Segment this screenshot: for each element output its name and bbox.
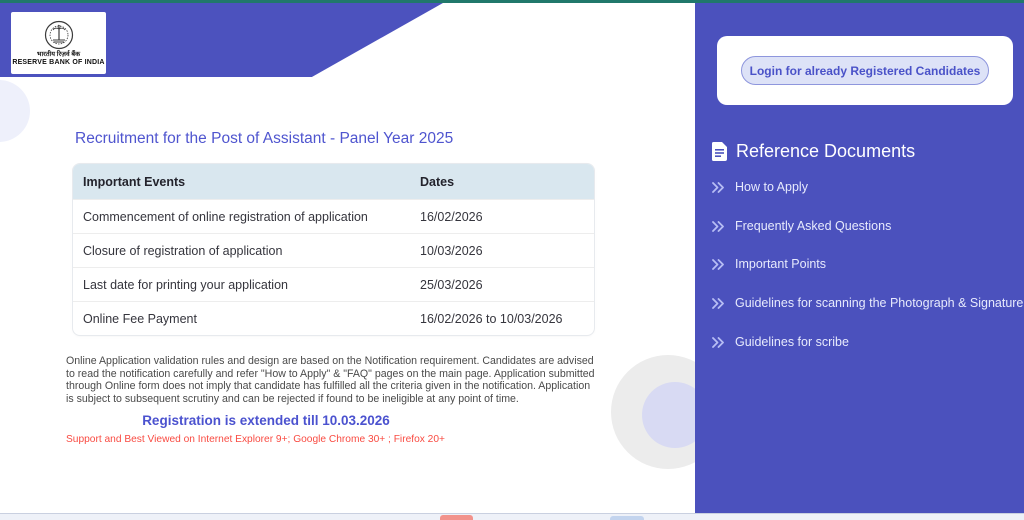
table-row [73, 267, 594, 301]
date-cell: 25/03/2026 [420, 277, 483, 292]
rbi-english-name: RESERVE BANK OF INDIA [12, 58, 105, 66]
table-row [73, 233, 594, 267]
double-chevron-icon [712, 337, 725, 348]
rbi-logo [11, 12, 106, 74]
event-cell: Commencement of online registration of application [83, 209, 368, 224]
event-cell: Last date for printing your application [83, 277, 288, 292]
table-header-row [73, 164, 594, 199]
login-card [717, 36, 1013, 105]
rbi-seal-icon [44, 20, 74, 50]
link-label: Guidelines for scanning the Photograph & Signature [735, 296, 1024, 310]
double-chevron-icon [712, 182, 725, 193]
important-events-table [73, 164, 594, 335]
footer-blue-button-edge [610, 516, 644, 520]
table-row [73, 301, 594, 335]
link-guidelines-scribe[interactable] [712, 335, 849, 349]
page-title: Recruitment for the Post of Assistant - Panel Year 2025 [75, 130, 454, 147]
double-chevron-icon [712, 259, 725, 270]
link-how-to-apply[interactable] [712, 180, 808, 194]
table-row [73, 199, 594, 233]
table-header-events: Important Events [83, 174, 186, 189]
footer-red-button-edge [440, 515, 473, 520]
login-button[interactable]: Login for already Registered Candidates [741, 56, 989, 85]
top-teal-strip [0, 0, 1024, 3]
document-icon [712, 142, 727, 161]
double-chevron-icon [712, 221, 725, 232]
link-label: Important Points [735, 257, 827, 271]
link-faq[interactable] [712, 219, 891, 233]
link-label: Guidelines for scribe [735, 335, 849, 349]
browser-support-note: Support and Best Viewed on Internet Explorer 9+; Google Chrome 30+ ; Firefox 20+ [66, 434, 445, 445]
date-cell: 10/03/2026 [420, 243, 483, 258]
date-cell: 16/02/2026 [420, 209, 483, 224]
rbi-hindi-name: भारतीय रिज़र्व बैंक [36, 50, 81, 58]
table-header-dates: Dates [420, 174, 455, 189]
reference-documents-heading [712, 141, 915, 162]
reference-documents-label: Reference Documents [736, 141, 916, 161]
link-important-points[interactable] [712, 257, 826, 271]
registration-extension-notice: Registration is extended till 10.03.2026 [142, 413, 390, 428]
link-guidelines-scanning[interactable] [712, 296, 1023, 310]
decor-circle-left [0, 80, 30, 142]
date-cell: 16/02/2026 to 10/03/2026 [420, 311, 563, 326]
disclaimer-text: Online Application validation rules and design are based on the Notification requirement. Candidates are advised to read the notification carefully and refer "How to Apply" & "FAQ" pages on the main page. Application submitted through Online form does not imply that candidate has fulfilled all the criteria given in the notification. Application is subject to subsequent scrutiny and can be rejected if found to be ineligible at any point of time. [66, 355, 595, 405]
sidebar [695, 0, 1024, 520]
link-label: Frequently Asked Questions [735, 219, 892, 233]
event-cell: Online Fee Payment [83, 311, 197, 326]
link-label: How to Apply [735, 180, 808, 194]
footer-bar [0, 513, 1024, 520]
double-chevron-icon [712, 298, 725, 309]
event-cell: Closure of registration of application [83, 243, 283, 258]
